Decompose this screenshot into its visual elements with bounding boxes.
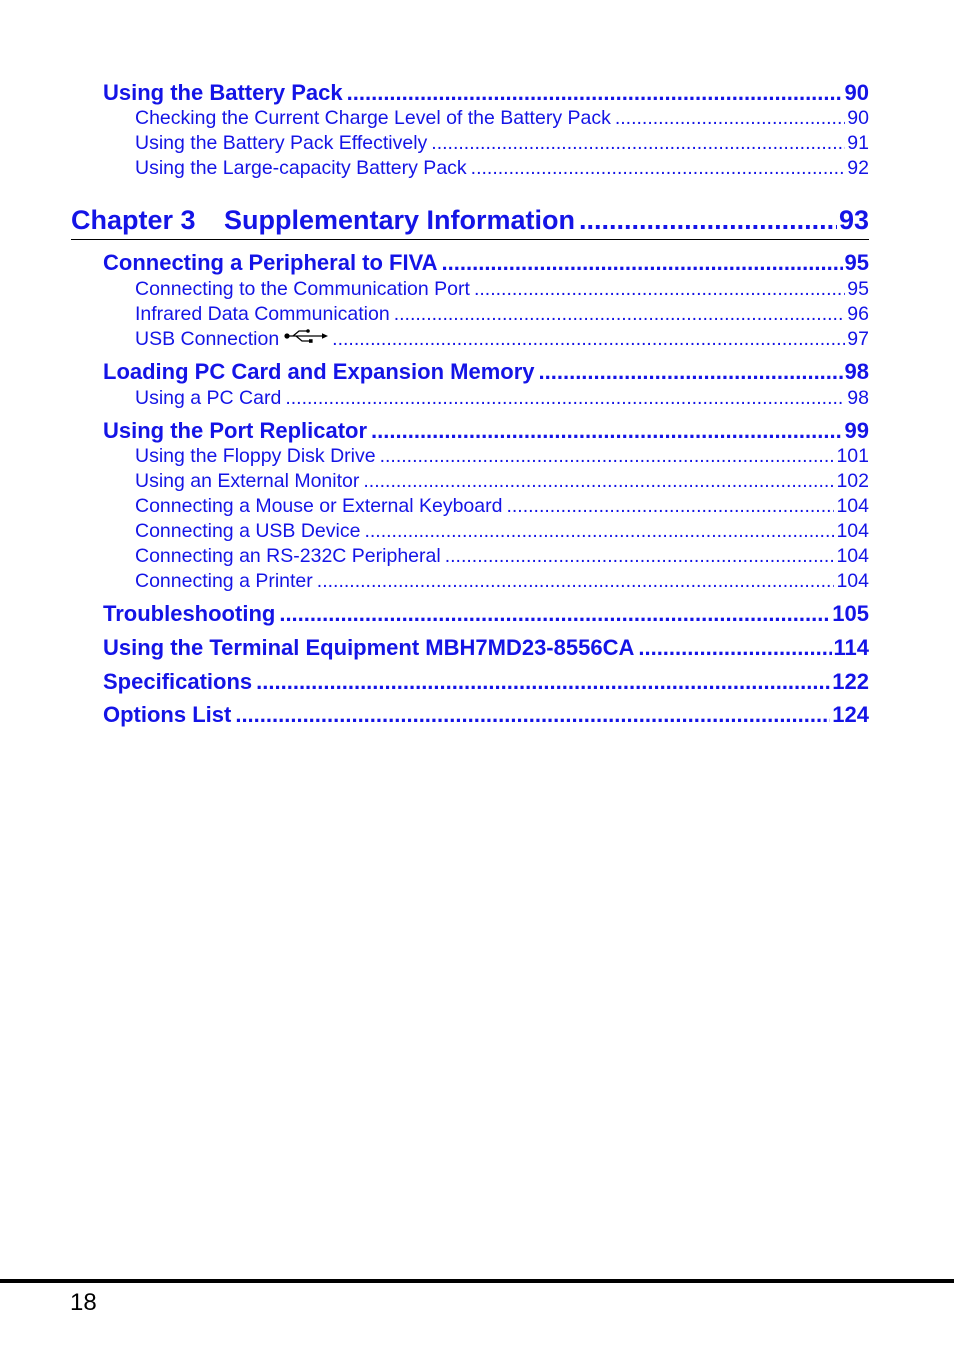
toc-entry-peripheral[interactable]	[103, 252, 869, 274]
toc-entry-page: 96	[847, 303, 869, 325]
toc-entry-pccard[interactable]	[103, 361, 869, 383]
toc-entry-page: 102	[836, 470, 869, 492]
toc-entry-terminal[interactable]	[103, 637, 869, 659]
toc-entry-monitor[interactable]	[135, 472, 869, 492]
toc-leader-dots	[364, 522, 834, 542]
toc-entry-label: Options List	[103, 702, 232, 727]
toc-leader-dots	[638, 637, 831, 659]
toc-entry-page: 104	[836, 570, 869, 592]
chapter-number: Chapter 3	[71, 205, 196, 235]
toc-entry-page: 90	[844, 80, 869, 105]
toc-entry-label: Connecting a Printer	[135, 570, 313, 592]
toc-entry-usb[interactable]	[135, 330, 869, 350]
toc-entry-label: Connecting an RS-232C Peripheral	[135, 545, 441, 567]
toc-entry-infrared[interactable]	[135, 305, 869, 325]
toc-entry-mouse[interactable]	[135, 497, 869, 517]
toc-entry-page: 93	[838, 205, 869, 235]
toc-entry-page: 90	[847, 107, 869, 129]
usb-label: USB Connection	[135, 328, 280, 350]
toc-chapter-3[interactable]	[71, 207, 869, 234]
toc-entry-label: Connecting a Mouse or External Keyboard	[135, 495, 503, 517]
toc-entry-page: 91	[847, 132, 869, 154]
toc-entry-battery-effective[interactable]	[135, 134, 869, 154]
toc-entry-battery[interactable]	[103, 82, 869, 104]
toc-entry-page: 105	[832, 601, 869, 626]
toc-leader-dots	[279, 603, 830, 625]
toc-leader-dots	[332, 330, 845, 350]
toc-entry-page: 104	[836, 495, 869, 517]
toc-leader-dots	[474, 280, 845, 300]
toc-entry-page: 114	[833, 635, 869, 660]
toc-entry-page: 95	[844, 250, 869, 275]
toc-entry-label: Using the Terminal Equipment MBH7MD23-8556CA	[103, 635, 635, 660]
toc-entry-floppy[interactable]	[135, 447, 869, 467]
usb-icon	[284, 328, 328, 348]
toc-leader-dots	[380, 447, 835, 467]
toc-entry-comm-port[interactable]	[135, 280, 869, 300]
toc-leader-dots	[442, 252, 843, 274]
toc-entry-page: 101	[836, 445, 869, 467]
toc-entry-page: 104	[836, 520, 869, 542]
toc-leader-dots	[615, 109, 845, 129]
toc-leader-dots	[506, 497, 834, 517]
toc-entry-rs232c[interactable]	[135, 547, 869, 567]
page-number: 18	[70, 1289, 97, 1316]
toc-leader-dots	[256, 671, 830, 693]
toc-entry-label: Using an External Monitor	[135, 470, 360, 492]
toc-entry-page: 104	[836, 545, 869, 567]
toc-leader-dots	[371, 420, 842, 442]
toc-leader-dots	[285, 389, 845, 409]
toc-entry-battery-large[interactable]	[135, 159, 869, 179]
toc-leader-dots	[579, 207, 837, 234]
toc-leader-dots	[317, 572, 835, 592]
toc-entry-label: Using a PC Card	[135, 387, 282, 409]
toc-chapter-label	[71, 207, 575, 234]
toc-entry-specifications[interactable]	[103, 671, 869, 693]
toc-entry-page: 124	[832, 702, 869, 727]
toc-entry-printer[interactable]	[135, 572, 869, 592]
toc-entry-label: Using the Battery Pack	[103, 80, 343, 105]
toc-entry-page: 97	[847, 328, 869, 350]
toc-entry-usb-device[interactable]	[135, 522, 869, 542]
toc-entry-label: Using the Large-capacity Battery Pack	[135, 157, 467, 179]
footer-rule	[0, 1279, 954, 1283]
toc-leader-dots	[471, 159, 846, 179]
toc-entry-label: Specifications	[103, 669, 253, 694]
toc-leader-dots	[431, 134, 845, 154]
toc-entry-page: 122	[832, 669, 869, 694]
toc-entry-pccard-use[interactable]	[135, 389, 869, 409]
toc-entry-label: Loading PC Card and Expansion Memory	[103, 359, 535, 384]
toc-leader-dots	[347, 82, 843, 104]
toc-entry-label: Using the Port Replicator	[103, 418, 368, 443]
toc-entry-label: Using the Floppy Disk Drive	[135, 445, 376, 467]
toc-entry-label: Troubleshooting	[103, 601, 276, 626]
toc-entry-label: Connecting a Peripheral to FIVA	[103, 250, 438, 275]
toc-entry-page: 99	[844, 418, 869, 443]
toc-entry-page: 92	[847, 157, 869, 179]
toc-entry-battery-check[interactable]	[135, 109, 869, 129]
toc-entry-label	[135, 330, 328, 350]
toc-leader-dots	[539, 361, 843, 383]
toc-entry-label: Infrared Data Communication	[135, 303, 390, 325]
toc-entry-label: Checking the Current Charge Level of the Battery Pack	[135, 107, 611, 129]
toc-leader-dots	[363, 472, 834, 492]
toc-entry-page: 95	[847, 278, 869, 300]
toc-entry-options[interactable]	[103, 704, 869, 726]
chapter-title: Supplementary Information	[224, 205, 576, 235]
toc-entry-replicator[interactable]	[103, 420, 869, 442]
toc-leader-dots	[394, 305, 846, 325]
toc-entry-page: 98	[847, 387, 869, 409]
toc-entry-page: 98	[844, 359, 869, 384]
toc-entry-label: Connecting to the Communication Port	[135, 278, 470, 300]
chapter-underline	[71, 239, 869, 240]
toc-leader-dots	[445, 547, 835, 567]
toc-entry-label: Connecting a USB Device	[135, 520, 361, 542]
toc-entry-troubleshooting[interactable]	[103, 603, 869, 625]
toc-entry-label: Using the Battery Pack Effectively	[135, 132, 428, 154]
toc-leader-dots	[235, 704, 830, 726]
